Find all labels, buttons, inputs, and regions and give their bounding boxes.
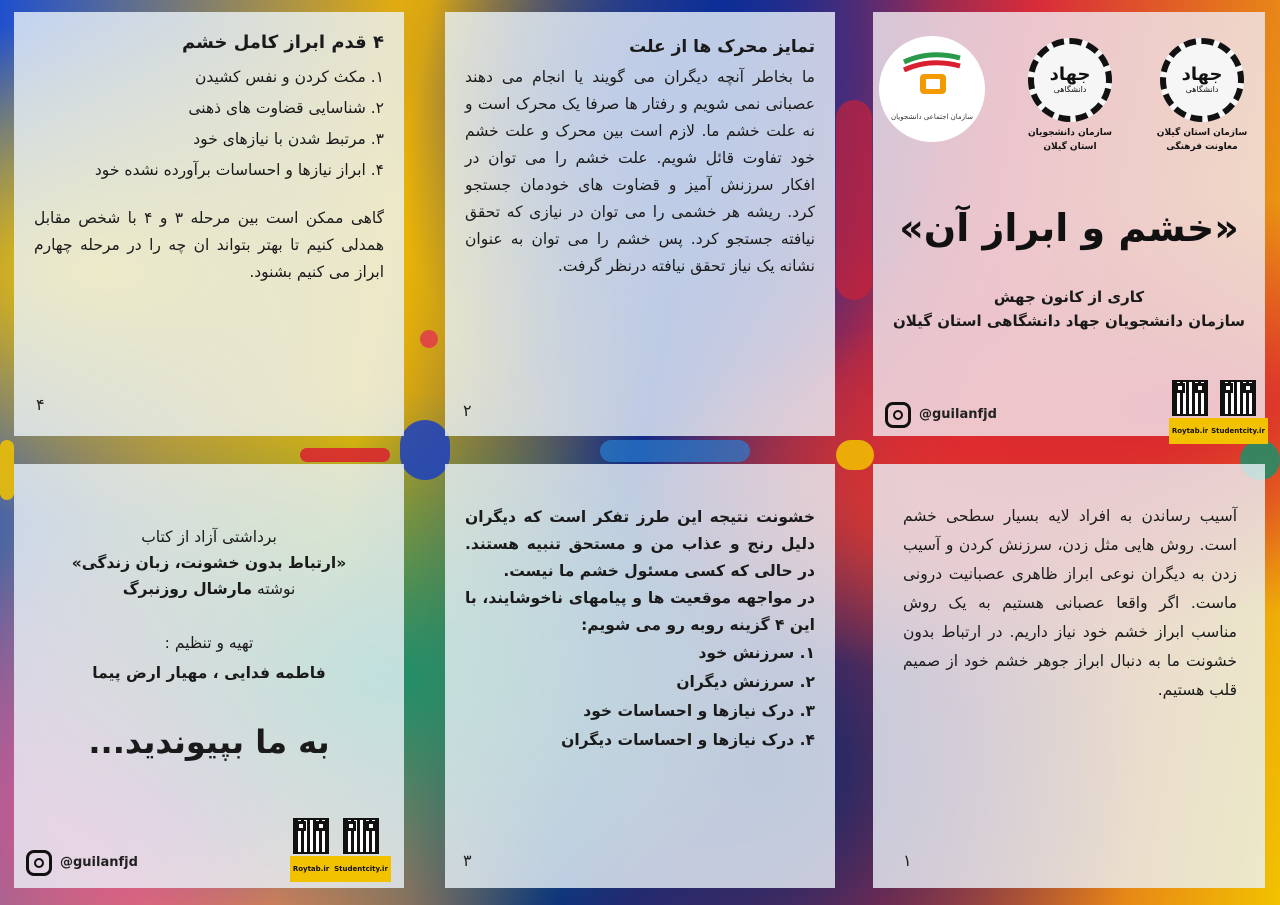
logo-caption	[1157, 126, 1247, 154]
qr-code-icon	[1220, 380, 1256, 416]
jahad-logo-right	[1147, 38, 1257, 154]
logo-word: جهاد	[1181, 64, 1223, 85]
list-item: ۱. سرزنش خود	[698, 644, 815, 662]
panel-4-note: گاهی ممکن است بین مرحله ۳ و ۴ با شخص مقابل همدلی کنیم تا بهتر بتواند ان چه را در مرحله چهارم ابراز می کنیم بشنود.	[34, 209, 385, 281]
qr-code-roytab[interactable]	[292, 818, 330, 882]
list-item: ۲. سرزنش دیگران	[676, 673, 815, 691]
instagram-icon	[26, 850, 52, 876]
qr-code-icon	[343, 818, 379, 854]
list-item: ۲. شناسایی قضاوت های ذهنی	[188, 99, 384, 117]
panel-3-intro: خشونت نتیجه این طرز تفکر است که دیگران دلیل رنج و عذاب من و مستحق تنبیه هستند. در حالی که کسی مسئول خشم ما نیست.	[465, 508, 815, 580]
page-number: ۱	[903, 851, 912, 870]
panel-page-4	[14, 12, 404, 436]
qr-label: Studentcity.ir	[331, 856, 391, 882]
paint-stroke	[400, 420, 450, 480]
prepared-names: فاطمه فدایی ، مهیار ارض پیما	[92, 664, 326, 682]
cover-panel	[873, 12, 1265, 436]
panel-2-title: تمایز محرک ها از علت	[629, 37, 815, 57]
options-list	[465, 639, 815, 755]
page-number: ۴	[36, 395, 45, 414]
steps-list	[34, 64, 384, 183]
logo-caption-line: سازمان دانشجویان	[1028, 128, 1112, 138]
round-logo	[879, 36, 985, 142]
book-title: «ارتباط بدون خشونت، زبان زندگی»	[71, 554, 347, 572]
list-item: ۴. درک نیازها و احساسات دیگران	[561, 731, 815, 749]
logo-caption-line: سازمان استان گیلان	[1156, 128, 1248, 138]
list-item: ۱. مکث کردن و نفس کشیدن	[195, 68, 384, 86]
jahad-logo-icon	[1160, 38, 1244, 122]
page-number: ۲	[463, 401, 472, 420]
author-prefix: نوشته	[257, 580, 296, 598]
instagram-icon	[885, 402, 911, 428]
credit-line-1: کاری از کانون جهش	[993, 288, 1145, 306]
logo-word: جهاد	[1049, 64, 1091, 85]
paint-stroke	[600, 440, 750, 462]
logo-caption-line: معاونت فرهنگی	[1166, 142, 1238, 152]
list-item: ۳. درک نیازها و احساسات خود	[583, 702, 815, 720]
qr-label: Roytab.ir	[290, 856, 332, 882]
qr-code-icon	[1172, 380, 1208, 416]
qr-code-studentcity[interactable]	[1211, 380, 1265, 444]
logo-sub: دانشگاهی	[1053, 85, 1087, 94]
emblem-icon	[900, 48, 964, 102]
panel-1-body: آسیب رساندن به افراد لایه بسیار سطحی خشم است. روش هایی مثل زدن، سرزنش کردن و آسیب زدن به دیگران نوعی ابراز ظاهری عصبانیت درونی ماست. اگر واقعا عصبانی هستیم به یک روش مناسب ابراز خشم خود نیاز داریم. در ارتباط بدون خشونت ما به دنبال ابراز جوهر خشم خود از صمیم قلب هستیم.	[903, 507, 1237, 699]
instagram-text: @guilanfjd	[919, 407, 997, 422]
paint-stroke	[836, 100, 872, 300]
logo-sub: دانشگاهی	[1185, 85, 1219, 94]
panel-2-body: ما بخاطر آنچه دیگران می گویند یا انجام می دهند عصبانی نمی شویم و رفتار ها صرفا یک محرک است و نه علت خشم ما. لازم است بین محرک و علت خشم خود تفاوت قائل شویم. علت خشم را می توان در افکار سرزنش آمیز و قضاوت های خودمان جستجو کرد. ریشه هر خشمی را می توان در نیازی که تحقق نیافته جستجو کرد. پس خشم را می توان به عنوان نشانه یک نیاز تحقق نیافته درنظر گرفت.	[465, 68, 815, 275]
list-item: ۳. مرتبط شدن با نیازهای خود	[193, 130, 384, 148]
logo-caption	[1028, 126, 1112, 154]
round-logo-caption: سازمان اجتماعی دانشجویان	[890, 113, 974, 121]
logo-caption-line: استان گیلان	[1043, 142, 1097, 152]
cover-title: «خشم و ابراز آن»	[899, 206, 1239, 250]
instagram-handle[interactable]	[26, 850, 138, 876]
author-name: مارشال روزنبرگ	[122, 580, 253, 598]
paint-stroke	[420, 330, 438, 348]
author-line	[34, 576, 384, 602]
list-item: ۴. ابراز نیازها و احساسات برآورده نشده خود	[94, 161, 384, 179]
qr-code-roytab[interactable]	[1171, 380, 1209, 444]
prepared-label: تهیه و تنظیم :	[164, 634, 254, 652]
instagram-text: @guilanfjd	[60, 855, 138, 870]
paint-stroke	[300, 448, 390, 462]
paint-stroke	[836, 440, 874, 470]
join-us-text: به ما بپیوندید...	[88, 723, 330, 761]
source-line: برداشتی آزاد از کتاب	[141, 528, 277, 546]
jahad-logo-icon	[1028, 38, 1112, 122]
panel-3-situation: در مواجهه موقعیت ها و پیامهای ناخوشایند، با این ۴ گزینه روبه رو می شویم:	[465, 589, 815, 634]
page-number: ۳	[463, 851, 472, 870]
jahad-logo-left	[1015, 38, 1125, 154]
credit-line-2: سازمان دانشجویان جهاد دانشگاهی استان گیلان	[892, 312, 1246, 330]
qr-label: Studentcity.ir	[1208, 418, 1268, 444]
panel-page-2	[445, 12, 835, 436]
qr-label: Roytab.ir	[1169, 418, 1211, 444]
panel-4-title: ۴ قدم ابراز کامل خشم	[182, 32, 384, 53]
qr-code-studentcity[interactable]	[334, 818, 388, 882]
back-panel	[14, 464, 404, 888]
qr-code-icon	[293, 818, 329, 854]
paint-stroke	[0, 440, 14, 500]
panel-page-3	[445, 464, 835, 888]
panel-page-1	[873, 464, 1265, 888]
instagram-handle[interactable]	[885, 402, 997, 428]
